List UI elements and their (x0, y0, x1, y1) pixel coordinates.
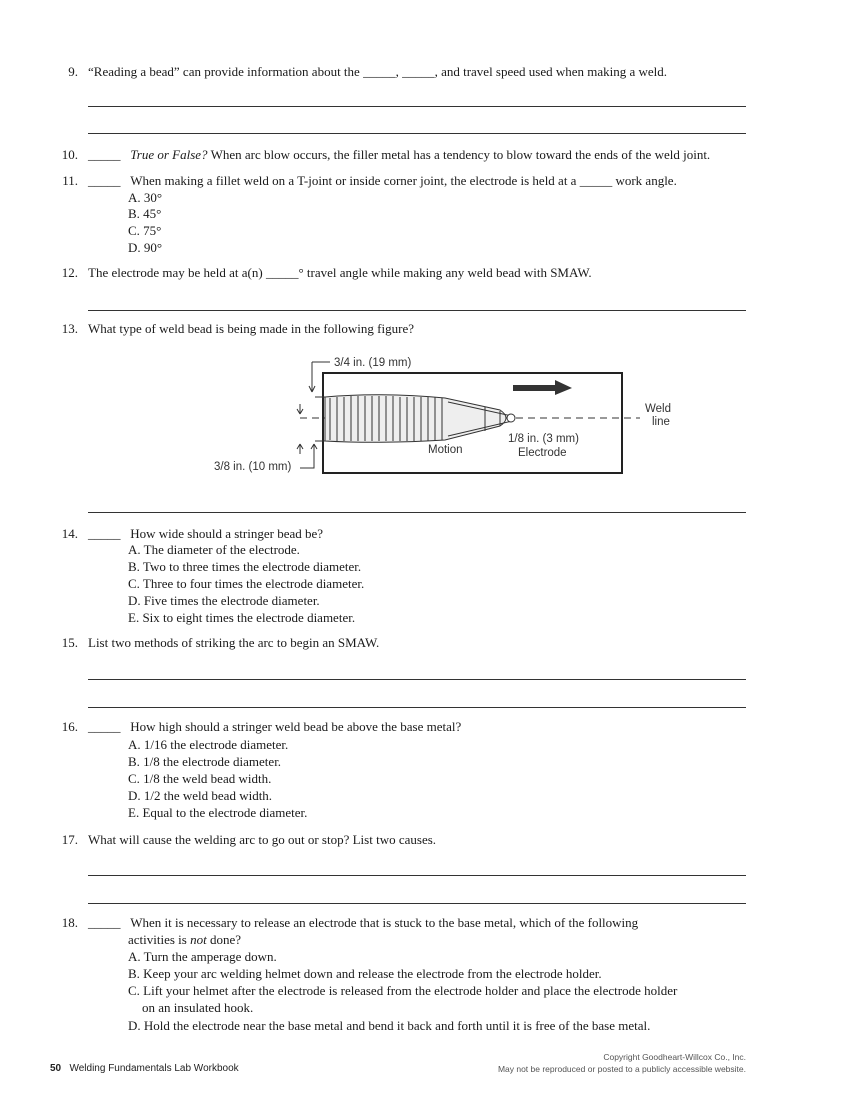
answer-blank[interactable]: _____ (88, 719, 121, 734)
page-number: 50 (50, 1063, 62, 1074)
option: E. Equal to the electrode diameter. (128, 805, 308, 820)
true-false-label: True or False? (130, 147, 208, 162)
answer-line[interactable] (88, 133, 746, 134)
copyright-notice: May not be reproduced or posted to a publicly accessible website. (497, 1064, 746, 1074)
question-number: 18. (61, 915, 78, 930)
answer-blank[interactable]: _____ (88, 526, 121, 541)
question-17-text: What will cause the welding arc to go out or stop? List two causes. (88, 832, 437, 847)
option: B. Two to three times the electrode diameter. (128, 559, 362, 574)
option: A. The diameter of the electrode. (128, 542, 300, 557)
option: D. Five times the electrode diameter. (128, 593, 320, 608)
question-12-text: The electrode may be held at a(n) _____° travel angle while making any weld bead with SMAW. (88, 265, 592, 280)
option: C. 1/8 the weld bead width. (128, 771, 272, 786)
question-15-text: List two methods of striking the arc to begin an SMAW. (88, 635, 380, 650)
option: A. 30° (128, 190, 163, 205)
question-number: 17. (61, 832, 78, 847)
answer-blank[interactable]: _____ (88, 915, 121, 930)
question-10-body: When arc blow occurs, the filler metal has a tendency to blow toward the ends of the weld joint. (210, 147, 711, 162)
question-number: 15. (61, 635, 78, 650)
question-11-text (88, 173, 677, 189)
question-16-body: How high should a stringer weld bead be above the base metal? (130, 719, 462, 734)
option-continued: on an insulated hook. (142, 1000, 254, 1015)
question-14-body: How wide should a stringer bead be? (130, 526, 324, 541)
option: B. 45° (128, 206, 162, 221)
answer-line[interactable] (88, 310, 746, 311)
option: B. 1/8 the electrode diameter. (128, 754, 282, 769)
answer-line[interactable] (88, 512, 746, 513)
copyright: Copyright Goodheart-Willcox Co., Inc. (603, 1052, 746, 1062)
arrow-right-icon (513, 380, 572, 395)
option: D. 90° (128, 240, 163, 255)
question-11-body: When making a fillet weld on a T-joint or inside corner joint, the electrode is held at a _____ work angle. (130, 173, 677, 188)
question-number: 10. (61, 147, 78, 162)
emphasis: not (190, 932, 207, 947)
option: B. Keep your arc welding helmet down and release the electrode from the electrode holder. (128, 966, 602, 981)
motion-label: Motion (428, 444, 463, 456)
option: C. Three to four times the electrode diameter. (128, 576, 365, 591)
question-number: 9. (68, 64, 78, 79)
question-number: 14. (61, 526, 78, 541)
question-number: 11. (62, 173, 78, 188)
option: C. Lift your helmet after the electrode is released from the electrode holder and place the electrode holder (128, 983, 678, 998)
electrode-size-label: 1/8 in. (3 mm) (508, 433, 579, 445)
question-14-text (88, 526, 323, 542)
question-number: 16. (61, 719, 78, 734)
question-9-text: “Reading a bead” can provide information about the _____, _____, and travel speed used when making a weld. (88, 64, 668, 79)
question-16-text (88, 719, 461, 735)
top-dimension-label: 3/4 in. (19 mm) (334, 357, 412, 369)
option: D. Hold the electrode near the base metal and bend it back and forth until it is free of the base metal. (128, 1018, 651, 1033)
line-label: line (652, 416, 670, 428)
question-18-text (88, 915, 638, 931)
option: A. 1/16 the electrode diameter. (128, 737, 289, 752)
option: A. Turn the amperage down. (128, 949, 277, 964)
electrode-label: Electrode (518, 447, 567, 459)
option: D. 1/2 the weld bead width. (128, 788, 273, 803)
answer-blank[interactable]: _____ (88, 173, 121, 188)
answer-line[interactable] (88, 875, 746, 876)
answer-line[interactable] (88, 903, 746, 904)
answer-line[interactable] (88, 707, 746, 708)
option: C. 75° (128, 223, 162, 238)
text: activities is (128, 932, 191, 947)
option: E. Six to eight times the electrode diameter. (128, 610, 356, 625)
question-13-text: What type of weld bead is being made in the following figure? (88, 321, 414, 336)
text: done? (206, 932, 242, 947)
weld-bead (325, 395, 515, 443)
question-number: 13. (61, 321, 78, 336)
weld-label: Weld (645, 403, 671, 415)
answer-line[interactable] (88, 106, 746, 107)
bottom-dimension-label: 3/8 in. (10 mm) (214, 461, 292, 473)
book-title: Welding Fundamentals Lab Workbook (69, 1063, 239, 1074)
footer-left (50, 1061, 239, 1077)
weld-bead-figure (200, 352, 690, 482)
question-number: 12. (61, 265, 78, 280)
question-18-body: When it is necessary to release an electrode that is stuck to the base metal, which of the following (130, 915, 639, 930)
question-10-text (88, 147, 710, 163)
answer-blank[interactable]: _____ (88, 147, 121, 162)
answer-line[interactable] (88, 679, 746, 680)
question-18-text-continued (128, 932, 241, 948)
